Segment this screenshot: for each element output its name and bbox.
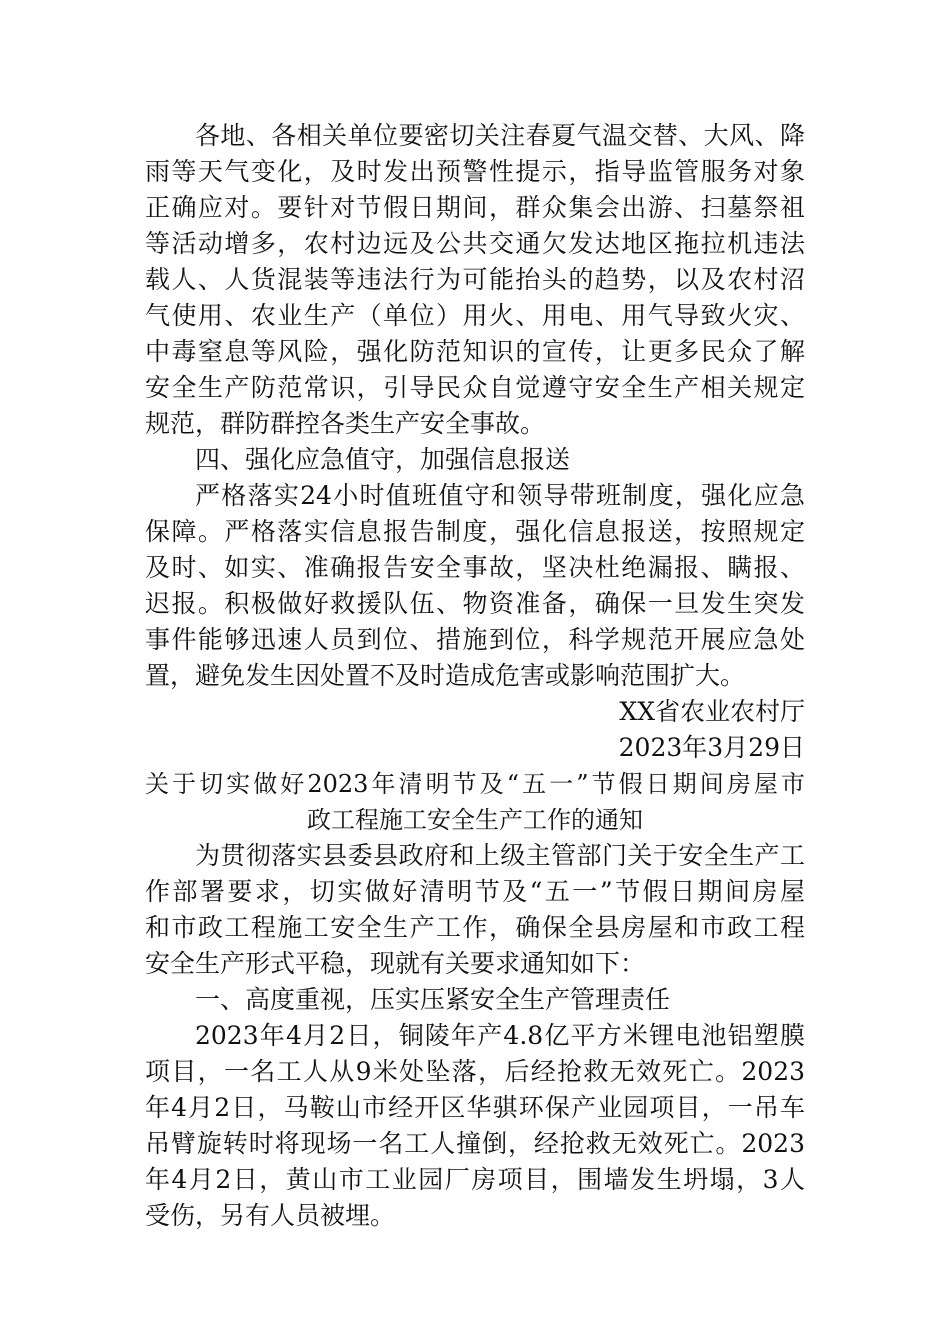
title-line: 政工程施工安全生产工作的通知 (307, 806, 643, 834)
text-line: 安全生产防范常识，引导民众自觉遵守安全生产相关规定 (145, 373, 805, 402)
text-line: 各地、各相关单位要密切关注春夏气温交替、大风、降 (195, 121, 805, 150)
text-line: 项目，一名工人从9米处坠落，后经抢救无效死亡。2023 (145, 1057, 805, 1086)
text-line: 迟报。积极做好救援队伍、物资准备，确保一旦发生突发 (145, 589, 805, 618)
signature-date: 2023年3月29日 (618, 733, 805, 762)
section-heading-one: 一、高度重视，压实压紧安全生产管理责任 (195, 985, 671, 1014)
text-line: 中毒窒息等风险，强化防范知识的宣传，让更多民众了解 (145, 337, 805, 366)
text-line: 严格落实24小时值班值守和领导带班制度，强化应急 (195, 481, 805, 510)
signature-block (145, 694, 805, 766)
text-line: 雨等天气变化，及时发出预警性提示，指导监管服务对象 (145, 157, 805, 186)
text-line: 作部署要求，切实做好清明节及“五一”节假日期间房屋 (145, 877, 805, 906)
text-line: 气使用、农业生产（单位）用火、用电、用气导致火灾、 (145, 301, 805, 330)
document-page (145, 118, 805, 1234)
paragraph-emergency-duty (145, 478, 805, 694)
text-line: 等活动增多，农村边远及公共交通欠发达地区拖拉机违法 (145, 229, 805, 258)
text-line: 年4月2日，马鞍山市经开区华骐环保产业园项目，一吊车 (145, 1093, 805, 1122)
paragraph-accidents (145, 1018, 805, 1234)
text-line: 安全生产形式平稳，现就有关要求通知如下： (145, 949, 646, 978)
text-line: 保障。严格落实信息报告制度，强化信息报送，按照规定 (145, 517, 805, 546)
text-line: 置，避免发生因处置不及时造成危害或影响范围扩大。 (145, 661, 746, 690)
text-line: 事件能够迅速人员到位、措施到位，科学规范开展应急处 (145, 625, 805, 654)
title-line: 关于切实做好2023年清明节及“五一”节假日期间房屋市 (145, 770, 805, 798)
text-line: 和市政工程施工安全生产工作，确保全县房屋和市政工程 (145, 913, 805, 942)
text-line: 正确应对。要针对节假日期间，群众集会出游、扫墓祭祖 (145, 193, 805, 222)
text-line: 载人、人货混装等违法行为可能抬头的趋势，以及农村沼 (145, 265, 805, 294)
text-line: 及时、如实、准确报告安全事故，坚决杜绝漏报、瞒报、 (145, 553, 805, 582)
section-heading-four: 四、强化应急值守，加强信息报送 (195, 445, 571, 474)
paragraph-intro (145, 838, 805, 982)
text-line: 受伤，另有人员被埋。 (145, 1201, 396, 1230)
text-line: 年4月2日，黄山市工业园厂房项目，围墙发生坍塌，3人 (145, 1165, 805, 1194)
text-line: 为贯彻落实县委县政府和上级主管部门关于安全生产工 (195, 841, 805, 870)
text-line: 规范，群防群控各类生产安全事故。 (145, 409, 546, 438)
paragraph-risk-prevention (145, 118, 805, 442)
signature-org: XX省农业农村厅 (619, 697, 805, 726)
text-line: 2023年4月2日，铜陵年产4.8亿平方米锂电池铝塑膜 (195, 1021, 805, 1050)
text-line: 吊臂旋转时将现场一名工人撞倒，经抢救无效死亡。2023 (145, 1129, 805, 1158)
notice-title (145, 766, 805, 838)
